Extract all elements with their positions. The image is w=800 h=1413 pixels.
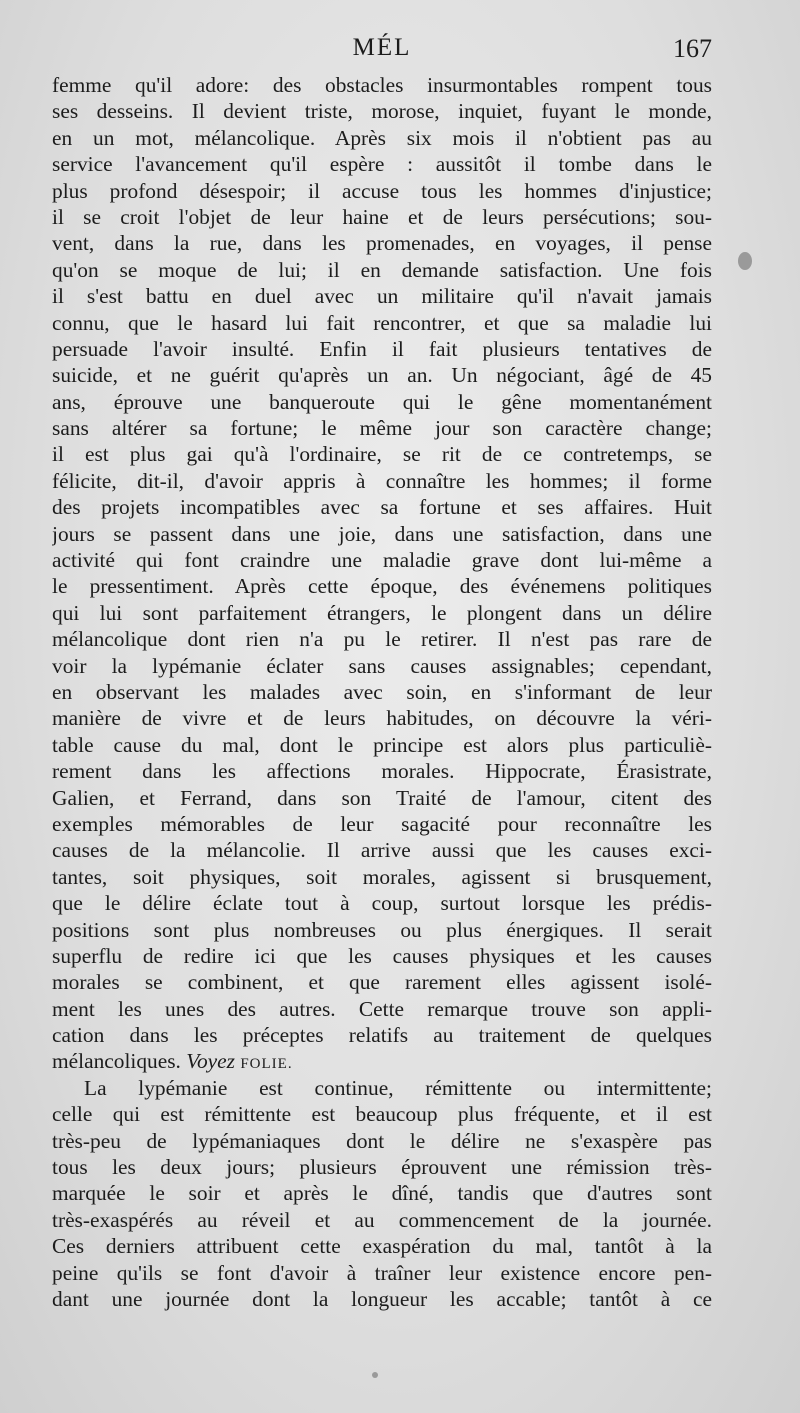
text-line: activité qui font craindre une maladie grave dont lui-même a	[52, 548, 712, 573]
text-line: des projets incompatibles avec sa fortune et ses affaires. Huit	[52, 495, 712, 520]
text-line: persuade l'avoir insulté. Enfin il fait plusieurs tentatives de	[52, 336, 712, 361]
text-line: morales se combinent, et que rarement elles agissent isolé-	[52, 970, 712, 995]
text-line: table cause du mal, dont le principe est alors plus particuliè-	[52, 732, 712, 757]
text-line: tous les deux jours; plusieurs éprouvent une rémission très-	[52, 1155, 712, 1180]
text-line: très-exaspérés au réveil et au commencement de la journée.	[52, 1207, 712, 1232]
text-line: en un mot, mélancolique. Après six mois il n'obtient pas au	[52, 125, 712, 150]
text-line: ment les unes des autres. Cette remarque trouve son appli-	[52, 996, 712, 1021]
text-line: jours se passent dans une joie, dans une satisfaction, dans une	[52, 521, 712, 546]
text-line: rement dans les affections morales. Hippocrate, Érasistrate,	[52, 759, 712, 784]
running-title: MÉL	[352, 34, 412, 61]
text-line: en observant les malades avec soin, en s'informant de leur	[52, 679, 712, 704]
body-text	[52, 72, 712, 1312]
text-line: plus profond désespoir; il accuse tous les hommes d'injustice;	[52, 178, 712, 203]
paper-blemish	[372, 1372, 378, 1378]
text-line: qu'on se moque de lui; il en demande satisfaction. Une fois	[52, 257, 712, 282]
text-line: ses desseins. Il devient triste, morose, inquiet, fuyant le monde,	[52, 99, 712, 124]
text-line: vent, dans la rue, dans les promenades, en voyages, il pense	[52, 231, 712, 256]
text-line: positions sont plus nombreuses ou plus énergiques. Il serait	[52, 917, 712, 942]
text-line: le pressentiment. Après cette époque, des événemens politiques	[52, 574, 712, 599]
paper-blemish	[738, 252, 752, 270]
cross-reference-voyez: Voyez	[186, 1049, 235, 1074]
text-line: mélancolique dont rien n'a pu le retirer. Il n'est pas rare de	[52, 627, 712, 652]
running-head	[52, 34, 712, 70]
text-line: qui lui sont parfaitement étrangers, le plongent dans un délire	[52, 600, 712, 625]
text-line: superflu de redire ici que les causes physiques et les causes	[52, 943, 712, 968]
text-line: marquée le soir et après le dîné, tandis que d'autres sont	[52, 1181, 712, 1206]
text-line-content: mélancoliques.	[52, 1049, 181, 1074]
text-line: manière de vivre et de leurs habitudes, on découvre la véri-	[52, 706, 712, 731]
text-line: cation dans les préceptes relatifs au traitement de quelques	[52, 1023, 712, 1048]
text-line-with-reference	[52, 1048, 712, 1074]
page-number: 167	[673, 34, 712, 63]
text-line: tantes, soit physiques, soit morales, agissent si brusquement,	[52, 864, 712, 889]
text-line: peine qu'ils se font d'avoir à traîner leur existence encore pen-	[52, 1260, 712, 1285]
text-line: Ces derniers attribuent cette exaspération du mal, tantôt à la	[52, 1234, 712, 1259]
cross-reference-target: FOLIE.	[240, 1056, 293, 1073]
text-line: service l'avancement qu'il espère : aussitôt il tombe dans le	[52, 152, 712, 177]
text-line: que le délire éclate tout à coup, surtout lorsque les prédis-	[52, 891, 712, 916]
text-line: exemples mémorables de leur sagacité pour reconnaître les	[52, 811, 712, 836]
text-line: sans altérer sa fortune; le même jour son caractère change;	[52, 416, 712, 441]
text-line: celle qui est rémittente est beaucoup plus fréquente, et il est	[52, 1102, 712, 1127]
text-line: il s'est battu en duel avec un militaire qu'il n'avait jamais	[52, 284, 712, 309]
text-line: suicide, et ne guérit qu'après un an. Un négociant, âgé de 45	[52, 363, 712, 388]
text-line: femme qu'il adore: des obstacles insurmontables rompent tous	[52, 73, 712, 97]
text-line: voir la lypémanie éclater sans causes assignables; cependant,	[52, 653, 712, 678]
text-line: dant une journée dont la longueur les accable; tantôt à ce	[52, 1286, 712, 1311]
text-line: très-peu de lypémaniaques dont le délire ne s'exaspère pas	[52, 1128, 712, 1153]
text-line: connu, que le hasard lui fait rencontrer, et que sa maladie lui	[52, 310, 712, 335]
text-line: causes de la mélancolie. Il arrive aussi que les causes exci-	[52, 838, 712, 863]
text-line: ans, éprouve une banqueroute qui le gêne momentanément	[52, 389, 712, 414]
text-line: Galien, et Ferrand, dans son Traité de l'amour, citent des	[52, 785, 712, 810]
paragraph-first-line: La lypémanie est continue, rémittente ou intermittente;	[84, 1075, 712, 1100]
text-line: félicite, dit-il, d'avoir appris à connaître les hommes; il forme	[52, 468, 712, 493]
text-line: il se croit l'objet de leur haine et de leurs persécutions; sou-	[52, 204, 712, 229]
text-line: il est plus gai qu'à l'ordinaire, se rit de ce contretemps, se	[52, 442, 712, 467]
